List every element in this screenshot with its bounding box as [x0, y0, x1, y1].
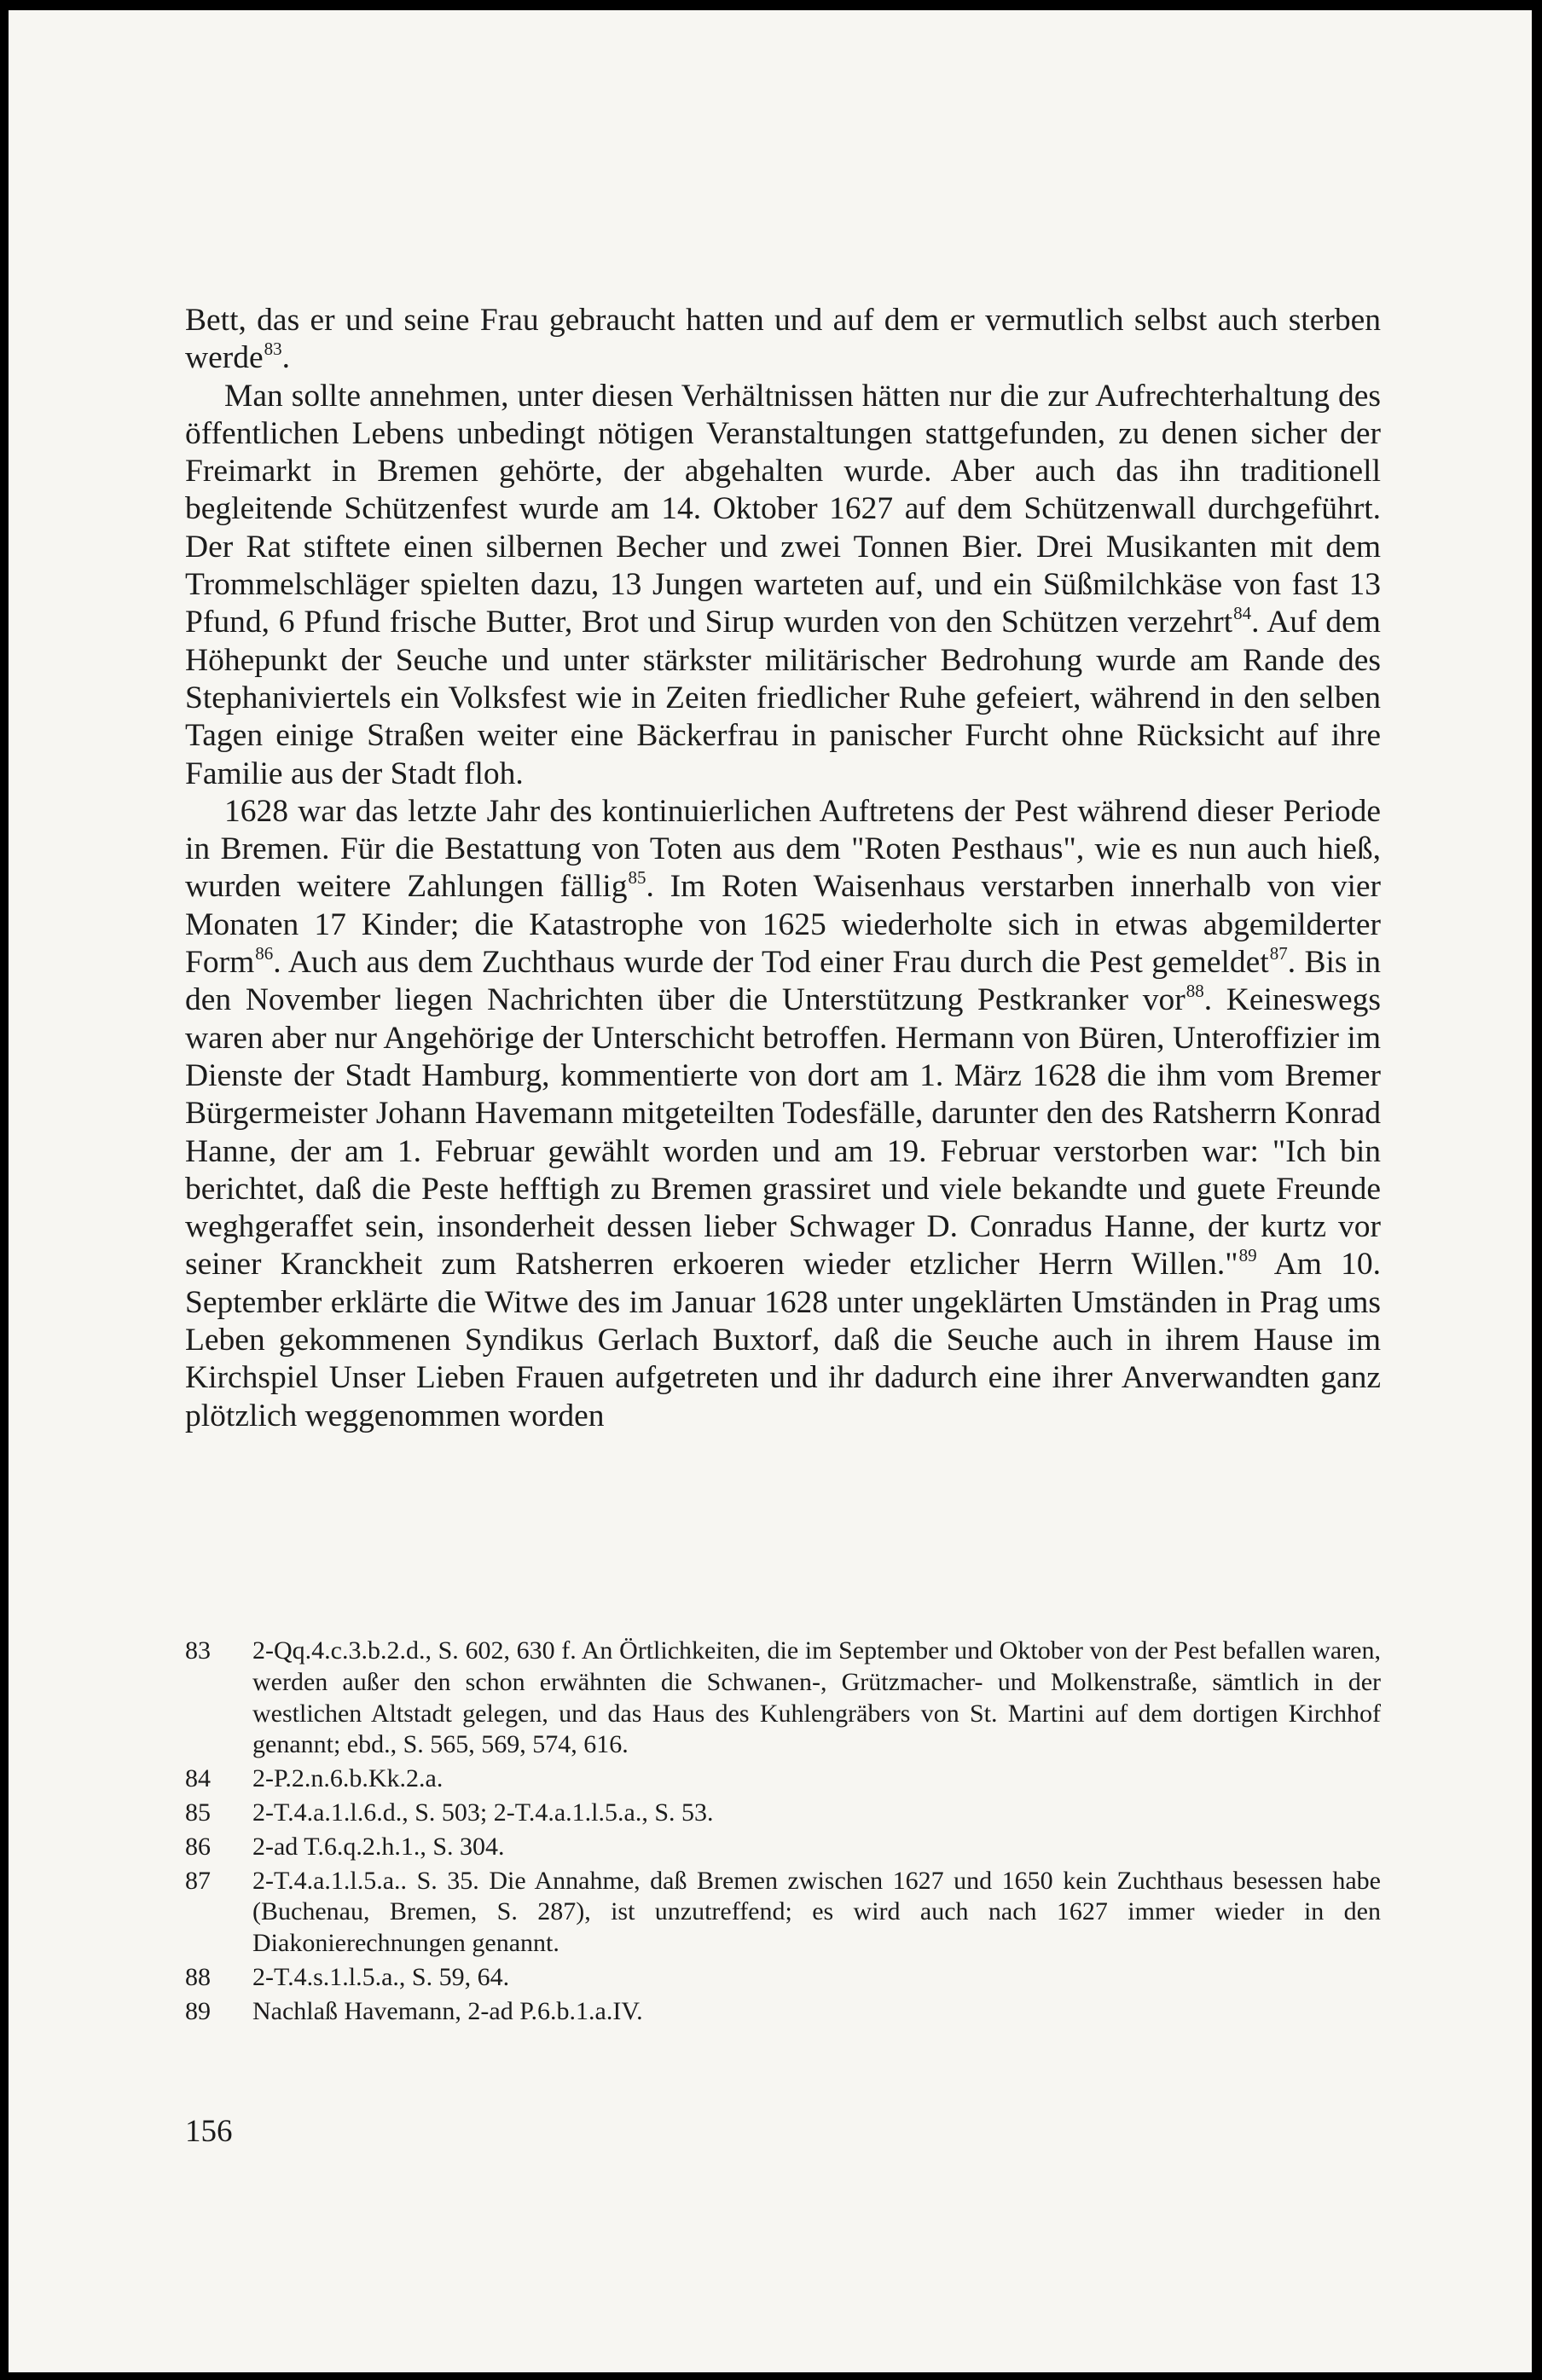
footnote-text: 2-T.4.s.1.l.5.a., S. 59, 64. [252, 1962, 510, 1991]
footnote-number: 85 [185, 1798, 211, 1827]
footnote [185, 1866, 1381, 1960]
footnote [185, 1763, 1381, 1795]
footnote-number: 87 [185, 1866, 211, 1895]
footnote-number: 86 [185, 1832, 211, 1861]
footnote-number: 88 [185, 1962, 211, 1991]
footnote-reference: 84 [1233, 603, 1252, 624]
book-page [9, 10, 1532, 2372]
footnote-text: 2-ad T.6.q.2.h.1., S. 304. [252, 1832, 505, 1861]
footnote [185, 1962, 1381, 1994]
paragraph: Bett, das er und seine Frau gebraucht hatten und auf dem er vermutlich selbst auch sterben werde$^{83}$. [185, 303, 1381, 376]
footnote [185, 1996, 1381, 2028]
footnote-text: Nachlaß Havemann, 2-ad P.6.b.1.a.IV. [252, 1996, 643, 2025]
page-number: 156 [185, 2114, 233, 2149]
paragraph: 1628 war das letzte Jahr des kontinuierlichen Auftretens der Pest während dieser Periode in Bremen. Für die Bestattung von Toten aus dem "Roten Pesthaus", wie es nun auch hieß, wurden weitere Zahlungen fällig$^{85}$. Im Roten Waisenhaus verstarben innerhalb von vier Monaten 17 Kinder; die Katastrophe von 1625 wiederholte sich in etwas abgemilderter Form$^{86}$. Auch aus dem Zuchthaus wurde der Tod einer Frau durch die Pest gemeldet$^{87}$. Bis in den November liegen Nachrichten über die Unterstützung Pestkranker vor$^{88}$. Keineswegs waren aber nur Angehörige der Unterschicht betroffen. Hermann von Büren, Unteroffizier im Dienste der Stadt Hamburg, kommentierte von dort am 1. März 1628 die ihm vom Bremer Bürgermeister Johann Havemann mitgeteilten Todesfälle, darunter den des Ratsherrn Konrad Hanne, der am 1. Februar gewählt worden und am 19. Februar verstorben war: "Ich bin berichtet, daß die Peste hefftigh zu Bremen grassiret und viele bekandte und guete Freunde weghgeraffet sein, insonderheit dessen lieber Schwager D. Conradus Hanne, der kurtz vor seiner Kranckheit zum Ratsherren erkoeren wieder etzlicher Herrn Willen."$^{89}$ Am 10. September erklärte die Witwe des im Januar 1628 unter ungeklärten Umständen in Prag ums Leben gekommenen Syndikus Gerlach Buxtorf, daß die Seuche auch in ihrem Hause im Kirchspiel Unser Lieben Frauen aufgetreten und ihr dadurch eine ihrer Anverwandten ganz plötzlich weggenommen worden [185, 793, 1382, 1433]
footnote-number: 89 [185, 1996, 211, 2025]
footnote [185, 1798, 1381, 1829]
footnote-reference: 83 [264, 339, 282, 360]
footnote-number: 84 [185, 1764, 211, 1793]
footnote [185, 1636, 1381, 1761]
footnote-reference: 88 [1185, 981, 1204, 1002]
footnotes [185, 1636, 1381, 2030]
footnote [185, 1832, 1381, 1863]
footnote-reference: 87 [1269, 943, 1288, 964]
footnote-text: 2-Qq.4.c.3.b.2.d., S. 602, 630 f. An Örtlichkeiten, die im September und Oktober von der Pest befallen waren, werden außer den schon erwähnten die Schwanen-, Grützmacher- und Molkenstraße, sämtlich in der westlichen Altstadt gelegen, und das Haus des Kuhlengräbers von St. Martini auf dem dortigen Kirchhof genannt; ebd., S. 565, 569, 574, 616. [252, 1636, 1381, 1759]
footnote-reference: 86 [255, 943, 274, 964]
footnote-reference: 89 [1238, 1245, 1257, 1266]
footnote-text: 2-T.4.a.1.l.5.a.. S. 35. Die Annahme, daß Bremen zwischen 1627 und 1650 kein Zuchthaus besessen habe (Buchenau, Bremen, S. 287), ist unzutreffend; es wird auch nach 1627 immer wieder in den Diakonierechnungen genannt. [252, 1866, 1381, 1958]
footnote-number: 83 [185, 1636, 211, 1665]
footnote-text: 2-P.2.n.6.b.Kk.2.a. [252, 1764, 443, 1793]
footnote-text: 2-T.4.a.1.l.6.d., S. 503; 2-T.4.a.1.l.5.a., S. 53. [252, 1798, 714, 1827]
body-text [185, 302, 1381, 1435]
paragraph: Man sollte annehmen, unter diesen Verhältnissen hätten nur die zur Aufrechterhaltung des öffentlichen Lebens unbedingt nötigen Veranstaltungen stattgefunden, zu denen sicher der Freimarkt in Bremen gehörte, der abgehalten wurde. Aber auch das ihn traditionell begleitende Schützenfest wurde am 14. Oktober 1627 auf dem Schützenwall durchgeführt. Der Rat stiftete einen silbernen Becher und zwei Tonnen Bier. Drei Musikanten mit dem Trommelschläger spielten dazu, 13 Jungen warteten auf, und ein Süßmilchkäse von fast 13 Pfund, 6 Pfund frische Butter, Brot und Sirup wurden von den Schützen verzehrt$^{84}$. Auf dem Höhepunkt der Seuche und unter stärkster militärischer Bedrohung wurde am Rande des Stephaniviertels ein Volksfest wie in Zeiten friedlicher Ruhe gefeiert, während in den selben Tagen einige Straßen weiter eine Bäckerfrau in panischer Furcht ohne Rücksicht auf ihre Familie aus der Stadt floh. [185, 378, 1381, 791]
footnote-reference: 85 [628, 867, 646, 889]
